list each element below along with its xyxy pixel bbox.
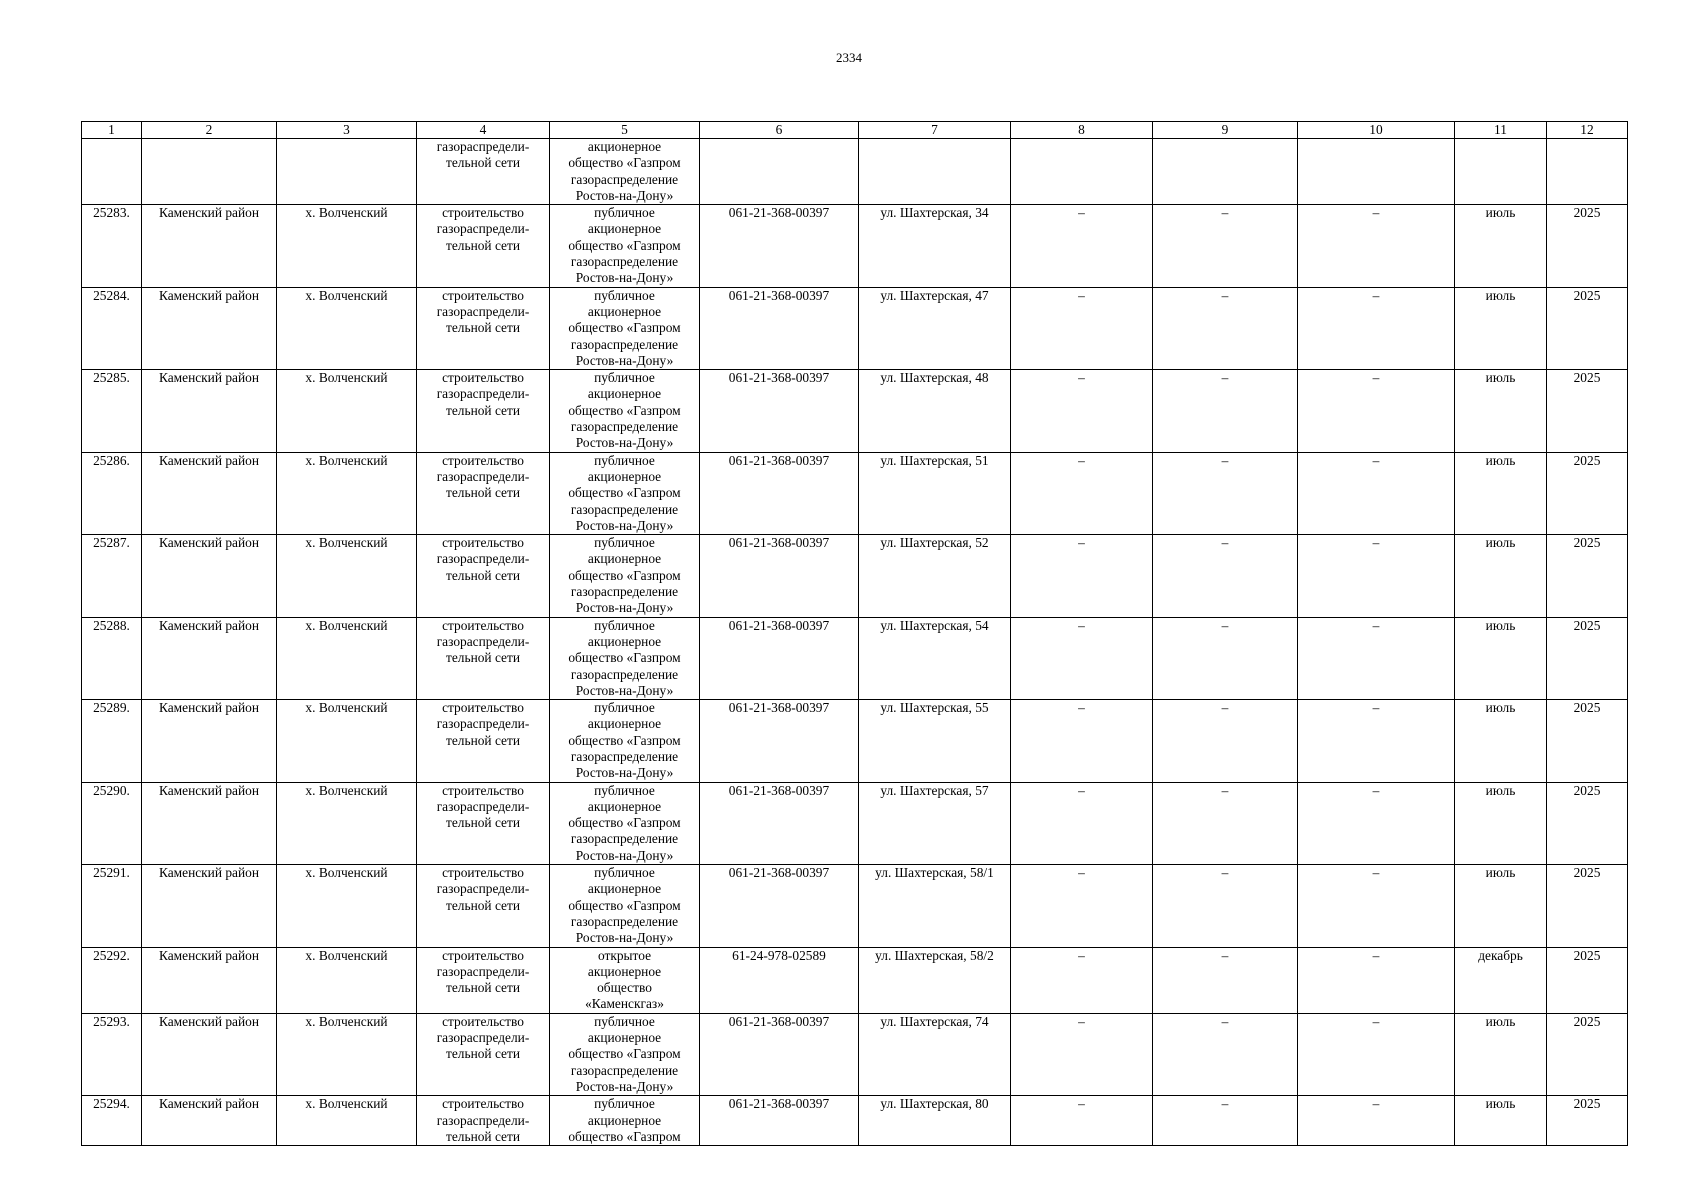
cell-col-4: строительство газораспредели- тельной сети — [417, 947, 550, 1013]
cell-col-5: открытое акционерное общество «Каменскгаз» — [550, 947, 700, 1013]
cell-col-1: 25287. — [82, 535, 142, 617]
cell-col-6: 061-21-368-00397 — [700, 452, 859, 534]
cell-col-6: 061-21-368-00397 — [700, 782, 859, 864]
cell-col-2 — [142, 139, 277, 205]
cell-col-4: строительство газораспредели- тельной сети — [417, 865, 550, 947]
cell-col-10: – — [1298, 700, 1455, 782]
table-row — [82, 452, 1628, 534]
cell-col-5: публичное акционерное общество «Газпром газораспределение Ростов-на-Дону» — [550, 205, 700, 287]
column-number-12: 12 — [1547, 122, 1628, 139]
cell-col-6: 061-21-368-00397 — [700, 535, 859, 617]
cell-col-1: 25291. — [82, 865, 142, 947]
cell-col-9: – — [1153, 370, 1298, 452]
cell-col-6: 061-21-368-00397 — [700, 617, 859, 699]
cell-col-12: 2025 — [1547, 1013, 1628, 1095]
cell-col-10: – — [1298, 370, 1455, 452]
cell-col-9: – — [1153, 865, 1298, 947]
cell-col-12: 2025 — [1547, 370, 1628, 452]
cell-col-10: – — [1298, 782, 1455, 864]
cell-col-11: июль — [1455, 782, 1547, 864]
cell-col-9: – — [1153, 535, 1298, 617]
cell-col-4: строительство газораспредели- тельной сети — [417, 1096, 550, 1146]
cell-col-6: 61-24-978-02589 — [700, 947, 859, 1013]
cell-col-12: 2025 — [1547, 617, 1628, 699]
cell-col-4: строительство газораспредели- тельной сети — [417, 452, 550, 534]
continuation-row — [82, 139, 1628, 205]
cell-col-2: Каменский район — [142, 865, 277, 947]
column-number-4: 4 — [417, 122, 550, 139]
cell-col-7: ул. Шахтерская, 51 — [859, 452, 1011, 534]
cell-col-7: ул. Шахтерская, 34 — [859, 205, 1011, 287]
cell-col-2: Каменский район — [142, 1013, 277, 1095]
table-row — [82, 947, 1628, 1013]
table-body — [82, 122, 1628, 1146]
cell-col-5: публичное акционерное общество «Газпром газораспределение Ростов-на-Дону» — [550, 617, 700, 699]
cell-col-6: 061-21-368-00397 — [700, 865, 859, 947]
cell-col-11: июль — [1455, 205, 1547, 287]
cell-col-2: Каменский район — [142, 1096, 277, 1146]
cell-col-11: июль — [1455, 452, 1547, 534]
cell-col-5: публичное акционерное общество «Газпром газораспределение Ростов-на-Дону» — [550, 1013, 700, 1095]
column-number-10: 10 — [1298, 122, 1455, 139]
table-row — [82, 535, 1628, 617]
cell-col-5: публичное акционерное общество «Газпром газораспределение Ростов-на-Дону» — [550, 700, 700, 782]
column-number-9: 9 — [1153, 122, 1298, 139]
column-number-5: 5 — [550, 122, 700, 139]
cell-col-6 — [700, 139, 859, 205]
cell-col-4: строительство газораспредели- тельной сети — [417, 370, 550, 452]
cell-col-9: – — [1153, 1013, 1298, 1095]
cell-col-10: – — [1298, 617, 1455, 699]
cell-col-7: ул. Шахтерская, 57 — [859, 782, 1011, 864]
column-number-row — [82, 122, 1628, 139]
cell-col-1: 25288. — [82, 617, 142, 699]
cell-col-1: 25294. — [82, 1096, 142, 1146]
cell-col-1: 25290. — [82, 782, 142, 864]
cell-col-11 — [1455, 139, 1547, 205]
cell-col-4: строительство газораспредели- тельной сети — [417, 700, 550, 782]
table-row — [82, 617, 1628, 699]
cell-col-8: – — [1011, 452, 1153, 534]
cell-col-1: 25292. — [82, 947, 142, 1013]
cell-col-12: 2025 — [1547, 205, 1628, 287]
cell-col-12: 2025 — [1547, 287, 1628, 369]
cell-col-2: Каменский район — [142, 287, 277, 369]
cell-col-9: – — [1153, 205, 1298, 287]
cell-col-5: публичное акционерное общество «Газпром газораспределение Ростов-на-Дону» — [550, 452, 700, 534]
cell-col-10: – — [1298, 452, 1455, 534]
cell-col-2: Каменский район — [142, 617, 277, 699]
cell-col-2: Каменский район — [142, 700, 277, 782]
cell-col-4: строительство газораспредели- тельной сети — [417, 1013, 550, 1095]
cell-col-4: строительство газораспредели- тельной сети — [417, 617, 550, 699]
cell-col-5: публичное акционерное общество «Газпром газораспределение Ростов-на-Дону» — [550, 865, 700, 947]
cell-col-5: публичное акционерное общество «Газпром газораспределение Ростов-на-Дону» — [550, 287, 700, 369]
cell-col-7: ул. Шахтерская, 52 — [859, 535, 1011, 617]
cell-col-11: июль — [1455, 1096, 1547, 1146]
cell-col-6: 061-21-368-00397 — [700, 205, 859, 287]
column-number-7: 7 — [859, 122, 1011, 139]
column-number-8: 8 — [1011, 122, 1153, 139]
cell-col-10: – — [1298, 535, 1455, 617]
cell-col-11: декабрь — [1455, 947, 1547, 1013]
cell-col-10: – — [1298, 205, 1455, 287]
cell-col-5: публичное акционерное общество «Газпром газораспределение Ростов-на-Дону» — [550, 535, 700, 617]
cell-col-3: х. Волченский — [277, 287, 417, 369]
table-row — [82, 370, 1628, 452]
cell-col-10: – — [1298, 865, 1455, 947]
cell-col-1: 25289. — [82, 700, 142, 782]
cell-col-10: – — [1298, 1013, 1455, 1095]
cell-col-1: 25285. — [82, 370, 142, 452]
cell-col-4: строительство газораспредели- тельной сети — [417, 535, 550, 617]
table-row — [82, 1013, 1628, 1095]
cell-col-11: июль — [1455, 287, 1547, 369]
cell-col-8: – — [1011, 535, 1153, 617]
column-number-3: 3 — [277, 122, 417, 139]
cell-col-1: 25286. — [82, 452, 142, 534]
cell-col-1: 25293. — [82, 1013, 142, 1095]
cell-col-1: 25283. — [82, 205, 142, 287]
cell-col-12: 2025 — [1547, 535, 1628, 617]
cell-col-3: х. Волченский — [277, 782, 417, 864]
table-row — [82, 205, 1628, 287]
cell-col-9: – — [1153, 782, 1298, 864]
cell-col-11: июль — [1455, 865, 1547, 947]
cell-col-8: – — [1011, 782, 1153, 864]
cell-col-9: – — [1153, 287, 1298, 369]
cell-col-2: Каменский район — [142, 370, 277, 452]
cell-col-8: – — [1011, 370, 1153, 452]
registry-table — [81, 121, 1628, 1146]
cell-col-7: ул. Шахтерская, 74 — [859, 1013, 1011, 1095]
table-row — [82, 1096, 1628, 1146]
cell-col-12: 2025 — [1547, 452, 1628, 534]
cell-col-3: х. Волченский — [277, 865, 417, 947]
cell-col-9: – — [1153, 617, 1298, 699]
cell-col-7 — [859, 139, 1011, 205]
cell-col-12: 2025 — [1547, 865, 1628, 947]
cell-col-2: Каменский район — [142, 205, 277, 287]
cell-col-3 — [277, 139, 417, 205]
cell-col-3: х. Волченский — [277, 370, 417, 452]
page-number: 2334 — [836, 50, 862, 65]
cell-col-2: Каменский район — [142, 782, 277, 864]
cell-col-9: – — [1153, 700, 1298, 782]
cell-col-4: строительство газораспредели- тельной сети — [417, 205, 550, 287]
cell-col-8 — [1011, 139, 1153, 205]
cell-col-1: 25284. — [82, 287, 142, 369]
cell-col-6: 061-21-368-00397 — [700, 700, 859, 782]
cell-col-8: – — [1011, 700, 1153, 782]
column-number-6: 6 — [700, 122, 859, 139]
cell-col-10 — [1298, 139, 1455, 205]
cell-col-3: х. Волченский — [277, 1013, 417, 1095]
column-number-1: 1 — [82, 122, 142, 139]
cell-col-8: – — [1011, 617, 1153, 699]
cell-col-5: публичное акционерное общество «Газпром — [550, 1096, 700, 1146]
cell-col-2: Каменский район — [142, 947, 277, 1013]
cell-col-9: – — [1153, 947, 1298, 1013]
cell-col-9 — [1153, 139, 1298, 205]
cell-col-11: июль — [1455, 617, 1547, 699]
cell-col-10: – — [1298, 947, 1455, 1013]
cell-col-11: июль — [1455, 535, 1547, 617]
cell-col-3: х. Волченский — [277, 205, 417, 287]
cell-col-3: х. Волченский — [277, 1096, 417, 1146]
cell-col-7: ул. Шахтерская, 80 — [859, 1096, 1011, 1146]
cell-col-11: июль — [1455, 1013, 1547, 1095]
cell-col-7: ул. Шахтерская, 54 — [859, 617, 1011, 699]
cell-col-12: 2025 — [1547, 782, 1628, 864]
cell-col-5: акционерное общество «Газпром газораспределение Ростов-на-Дону» — [550, 139, 700, 205]
cell-col-8: – — [1011, 205, 1153, 287]
cell-col-11: июль — [1455, 700, 1547, 782]
cell-col-12: 2025 — [1547, 700, 1628, 782]
cell-col-7: ул. Шахтерская, 55 — [859, 700, 1011, 782]
table-row — [82, 782, 1628, 864]
cell-col-11: июль — [1455, 370, 1547, 452]
cell-col-4: газораспредели- тельной сети — [417, 139, 550, 205]
cell-col-3: х. Волченский — [277, 452, 417, 534]
cell-col-8: – — [1011, 287, 1153, 369]
cell-col-6: 061-21-368-00397 — [700, 1096, 859, 1146]
cell-col-8: – — [1011, 1096, 1153, 1146]
table-row — [82, 287, 1628, 369]
column-number-11: 11 — [1455, 122, 1547, 139]
cell-col-6: 061-21-368-00397 — [700, 1013, 859, 1095]
table-row — [82, 700, 1628, 782]
cell-col-12 — [1547, 139, 1628, 205]
cell-col-8: – — [1011, 947, 1153, 1013]
cell-col-12: 2025 — [1547, 947, 1628, 1013]
cell-col-6: 061-21-368-00397 — [700, 287, 859, 369]
cell-col-7: ул. Шахтерская, 48 — [859, 370, 1011, 452]
cell-col-7: ул. Шахтерская, 47 — [859, 287, 1011, 369]
cell-col-6: 061-21-368-00397 — [700, 370, 859, 452]
table-row — [82, 865, 1628, 947]
cell-col-3: х. Волченский — [277, 535, 417, 617]
cell-col-5: публичное акционерное общество «Газпром газораспределение Ростов-на-Дону» — [550, 370, 700, 452]
cell-col-5: публичное акционерное общество «Газпром газораспределение Ростов-на-Дону» — [550, 782, 700, 864]
cell-col-4: строительство газораспредели- тельной сети — [417, 782, 550, 864]
column-number-2: 2 — [142, 122, 277, 139]
cell-col-2: Каменский район — [142, 535, 277, 617]
cell-col-3: х. Волченский — [277, 700, 417, 782]
cell-col-9: – — [1153, 452, 1298, 534]
cell-col-10: – — [1298, 1096, 1455, 1146]
cell-col-9: – — [1153, 1096, 1298, 1146]
cell-col-12: 2025 — [1547, 1096, 1628, 1146]
cell-col-10: – — [1298, 287, 1455, 369]
cell-col-3: х. Волченский — [277, 617, 417, 699]
cell-col-8: – — [1011, 1013, 1153, 1095]
cell-col-2: Каменский район — [142, 452, 277, 534]
cell-col-1 — [82, 139, 142, 205]
cell-col-7: ул. Шахтерская, 58/1 — [859, 865, 1011, 947]
cell-col-4: строительство газораспредели- тельной сети — [417, 287, 550, 369]
cell-col-8: – — [1011, 865, 1153, 947]
cell-col-7: ул. Шахтерская, 58/2 — [859, 947, 1011, 1013]
cell-col-3: х. Волченский — [277, 947, 417, 1013]
